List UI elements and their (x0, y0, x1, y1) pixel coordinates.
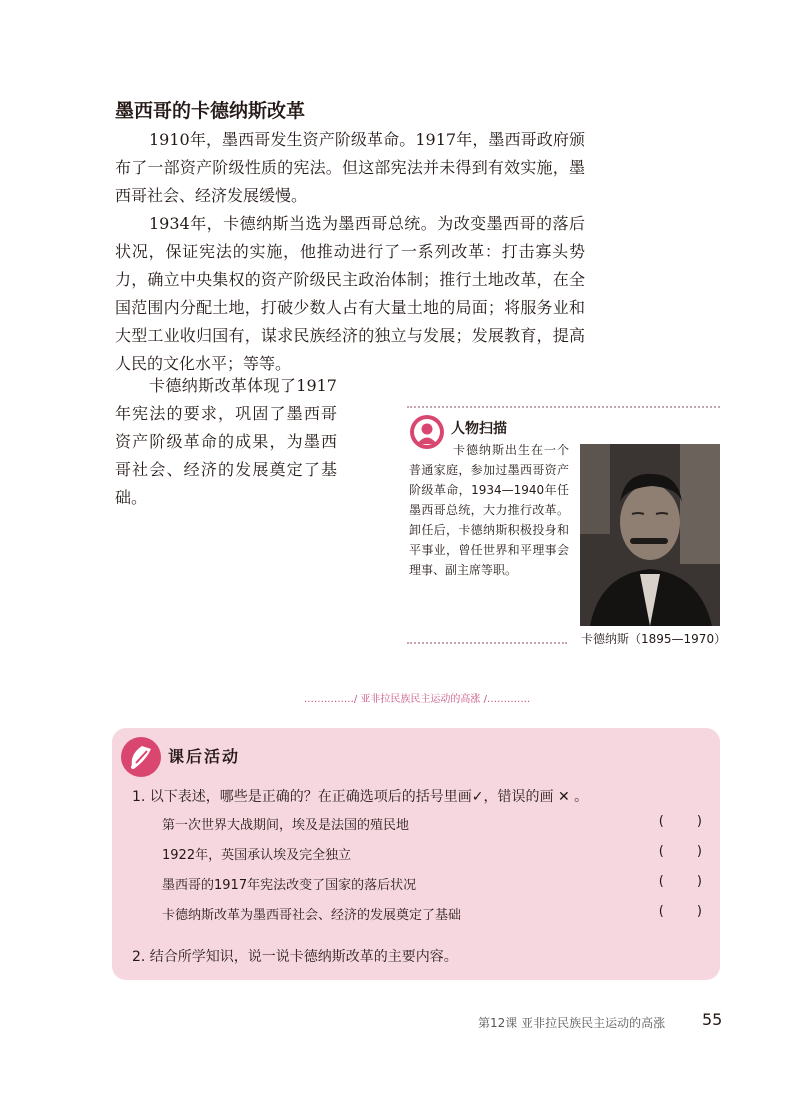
dotted-divider (407, 406, 720, 408)
dotted-divider (407, 642, 567, 644)
paragraph-3: 卡德纳斯改革体现了1917年宪法的要求，巩固了墨西哥资产阶级革命的成果，为墨西哥社会、经济的发展奠定了基础。 (115, 376, 337, 507)
question-item (162, 814, 702, 836)
section-title: 墨西哥的卡德纳斯改革 (115, 100, 306, 122)
paragraph-2: 1934年，卡德纳斯当选为墨西哥总统。为改变墨西哥的落后状况，保证宪法的实施，他推动进行了一系列改革：打击寡头势力，确立中央集权的资产阶级民主政治体制；推行土地改革，在全国范围内分配土地，打破少数人占有大量土地的局面；将服务业和大型工业收归国有，谋求民族经济的独立与发展；发展教育，提高人民的文化水平；等等。 (115, 214, 585, 373)
photo-caption: 卡德纳斯（1895—1970） (581, 632, 727, 646)
portrait-image (580, 444, 720, 626)
answer-bracket[interactable]: ( ) (658, 844, 702, 859)
question-1: 1. 以下表述，哪些是正确的？在正确选项后的括号里画✓，错误的画 ✕ 。 (132, 789, 589, 805)
running-head: ……………/ 亚非拉民族民主运动的高涨 /…………. (303, 694, 531, 705)
question-item (162, 904, 702, 926)
pen-icon (120, 736, 162, 778)
activity-title: 课后活动 (168, 747, 241, 766)
answer-bracket[interactable]: ( ) (658, 814, 702, 829)
footer-lesson-title: 第12课 亚非拉民族民主运动的高涨 (478, 1016, 666, 1030)
question-item-text: 卡德纳斯改革为墨西哥社会、经济的发展奠定了基础 (162, 908, 462, 923)
profile-title: 人物扫描 (451, 421, 507, 437)
profile-box (407, 406, 727, 646)
question-item-text: 1922年，英国承认埃及完全独立 (162, 848, 352, 863)
page-number: 55 (702, 1010, 723, 1029)
question-item (162, 874, 702, 896)
profile-text: 卡德纳斯出生在一个普通家庭，参加过墨西哥资产阶级革命，1934—1940年任墨西哥总统，大力推行改革。卸任后，卡德纳斯积极投身和平事业，曾任世界和平理事会理事、副主席等职。 (409, 443, 569, 577)
answer-bracket[interactable]: ( ) (658, 874, 702, 889)
portrait-photo (580, 444, 720, 626)
question-item-text: 墨西哥的1917年宪法改变了国家的落后状况 (162, 878, 417, 893)
paragraph-1: 1910年，墨西哥发生资产阶级革命。1917年，墨西哥政府颁布了一部资产阶级性质的宪法。但这部宪法并未得到有效实施，墨西哥社会、经济发展缓慢。 (115, 130, 585, 205)
question-item-text: 第一次世界大战期间，埃及是法国的殖民地 (162, 818, 410, 833)
answer-bracket[interactable]: ( ) (658, 904, 702, 919)
question-item (162, 844, 702, 866)
activity-box (112, 728, 720, 980)
question-2: 2. 结合所学知识，说一说卡德纳斯改革的主要内容。 (132, 949, 458, 965)
